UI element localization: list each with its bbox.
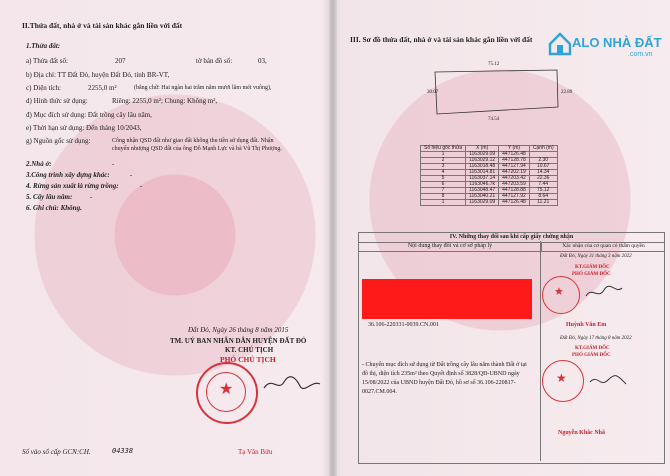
section-house: 2.Nhà ở: [26,160,52,168]
coordinates-cell: 3 [421,164,466,170]
coordinates-cell: 7.44 [529,182,557,188]
stamp1-date: Đất Đỏ, Ngày 31 tháng 3 năm 2022 [560,254,632,259]
coordinates-table [420,145,558,206]
star-icon: ★ [554,286,564,298]
usage-form-label: d) Hình thức sử dụng: [26,97,88,105]
coordinates-cell: 10.67 [529,164,557,170]
stamp1-seal [542,276,580,314]
change-entry-line-3: 15/08/2022 của UBND huyện Đất Đỏ, hồ sơ số 36.106-220817- [362,380,516,386]
official-seal [196,362,258,424]
coordinates-cell: 447202.19 [499,170,530,176]
col-edge: Cạnh (m) [529,146,557,152]
changes-box [358,232,665,464]
address-line: b) Địa chỉ: TT Đất Đỏ, huyện Đất Đỏ, tỉnh BR-VT, [26,71,170,79]
coordinates-cell: 447127.92 [499,194,530,200]
change-entry-line-2: đô thị, diện tích 235m² theo Quyết định số 3828/QĐ-UBND ngày [362,371,520,377]
coordinates-row [421,200,558,206]
coordinates-cell: 75.12 [529,188,557,194]
stamp1-signer: Huỳnh Văn Em [566,322,607,328]
coordinates-cell: 8 [421,194,466,200]
house-icon [548,30,572,56]
coordinates-cell: 1163029.12 [466,158,499,164]
section-forest-value: - [140,182,143,190]
watermark-brand: ALO NHÀ ĐẤT [572,35,662,50]
authority-line-3: PHÓ CHỦ TỊCH [220,355,276,364]
stamp1-role-2: PHÓ GIÁM ĐỐC [572,272,611,277]
stamp2-signature [588,372,628,390]
section-notes: 6. Ghi chú: Không. [26,204,82,212]
coordinates-cell: 22.36 [529,176,557,182]
coordinates-cell: 1163037.14 [466,176,499,182]
section-perennial: 5. Cây lâu năm: [26,193,73,201]
section-forest: 4. Rừng sản xuất là rừng trồng: [26,182,119,190]
coordinates-cell: 8.64 [529,194,557,200]
page-fold [329,0,337,476]
coordinates-cell: 1163029.09 [466,200,499,206]
section-perennial-value: - [90,193,93,201]
usage-term: e) Thời hạn sử dụng: Đến tháng 10/2043, [26,124,142,132]
section-heading-iii: III. Sơ đồ thửa đất, nhà ở và tài sản khác gắn liền với đất [350,35,533,44]
map-sheet-value: 03, [258,57,267,65]
origin-label: g) Nguồn gốc sử dụng: [26,137,91,145]
watermark-logo [548,28,666,72]
signature-mark [262,374,322,394]
section-house-value: - [112,160,115,168]
coordinates-cell: 6 [421,182,466,188]
plot-number-value: 207 [115,57,126,65]
signer-name: Tạ Văn Bửu [238,448,273,456]
changes-col-confirmation: Xác nhận của cơ quan có thẩm quyền [541,242,665,252]
issue-date: Đất Đỏ, Ngày 26 tháng 8 năm 2015 [188,326,289,334]
coordinates-body [421,152,558,206]
redacted-block [362,279,532,319]
coordinates-cell: 11.21 [529,200,557,206]
coordinates-cell: 447126.48 [499,200,530,206]
usage-purpose: đ) Mục đích sử dụng: Đất trồng cây lâu năm, [26,111,152,119]
section-heading-ii: II.Thửa đất, nhà ở và tài sản khác gắn liền với đất [22,21,183,30]
stamp2-role-1: KT.GIÁM ĐỐC [575,346,610,351]
section-land-plot: 1.Thửa đất: [26,42,61,50]
changes-col-content: Nội dung thay đổi và cơ sở pháp lý [359,242,541,252]
authority-line-1: TM. UỶ BAN NHÂN DÂN HUYỆN ĐẤT ĐỎ [170,337,307,345]
stamp2-role-2: PHÓ GIÁM ĐỐC [572,353,611,358]
area-in-words: (bằng chữ: Hai ngàn hai trăm năm mươi lăm mét vuông), [134,85,272,91]
area-value: 2255,0 m² [88,84,117,92]
coordinates-cell: 14.34 [529,170,557,176]
coordinates-cell: 447128.78 [499,158,530,164]
origin-line-2: chuyển nhượng QSD đất của ông Đỗ Mạnh Lực và bà Vũ Thị Phượng. [112,146,282,152]
coordinates-cell: 7 [421,188,466,194]
coordinates-cell: 1 [421,152,466,158]
coordinates-cell: 447127.94 [499,164,530,170]
changes-column-divider [540,241,541,461]
coordinates-cell: 2.30 [529,158,557,164]
watermark-domain: .com.vn [628,51,653,58]
map-sheet-label: tờ bản đồ số: [196,57,233,65]
star-icon: ★ [556,371,567,385]
authority-line-2: KT. CHỦ TỊCH [225,346,274,354]
change-ref-number: 36.106-220331-0039.CN.001 [368,322,439,328]
left-page [0,0,330,476]
col-corner: Số hiệu góc thửa [421,146,466,152]
star-icon: ★ [219,381,234,398]
coordinates-cell: 1163040.21 [466,194,499,200]
coordinates-cell: 1163048.47 [466,188,499,194]
coordinates-cell: 447126.48 [499,152,530,158]
certificate-book-value: 04338 [112,447,134,455]
plot-number-label: a) Thửa đất số: [26,57,68,65]
stamp2-date: Đất Đỏ, Ngày 17 tháng 8 năm 2022 [560,336,632,341]
change-entry-line-4: 0027.CM.004. [362,389,397,395]
coordinates-cell: 447203.42 [499,176,530,182]
usage-form-value: Riêng: 2255,0 m²; Chung: Không m², [112,97,218,105]
dimension-left: 30.07 [427,90,439,95]
change-entry-line-1: - Chuyển mục đích sử dụng từ Đất trồng cây lâu năm thành Đất ở tại [362,362,527,368]
coordinates-cell: 447128.88 [499,188,530,194]
certificate-book-label: Số vào sổ cấp GCN:CH. [22,448,91,456]
coordinates-cell: 1163018.48 [466,164,499,170]
dimension-top: 75.12 [488,62,500,67]
coordinates-cell: 1163029.09 [466,152,499,158]
section-other-works: 3.Công trình xây dựng khác: [26,171,110,179]
section-other-works-value: - [130,171,133,179]
origin-line-1: Công nhận QSD đất như giao đất không thu tiền sử dụng đất. Nhận [112,138,274,144]
coordinates-cell: 2 [421,158,466,164]
col-x: X (m) [466,146,499,152]
coordinates-cell: 1163046.7k [466,182,499,188]
stamp2-seal [542,360,584,402]
stamp1-signature [584,284,624,302]
stamp1-role-1: KT.GIÁM ĐỐC [575,265,610,270]
dimension-bottom: 74.54 [488,117,500,122]
area-label: c) Diện tích: [26,84,61,92]
coordinates-cell: 5 [421,176,466,182]
coordinates-cell: 1 [421,200,466,206]
stamp2-signer: Nguyễn Khắc Nhã [558,430,606,436]
changes-title: IV. Những thay đổi sau khi cấp giấy chứng nhận [359,233,664,243]
coordinates-cell: 4 [421,170,466,176]
coordinates-cell: 447203.59 [499,182,530,188]
coordinates-cell: 1163014.81 [466,170,499,176]
col-y: Y (m) [499,146,530,152]
dimension-right: 22.89 [561,90,573,95]
